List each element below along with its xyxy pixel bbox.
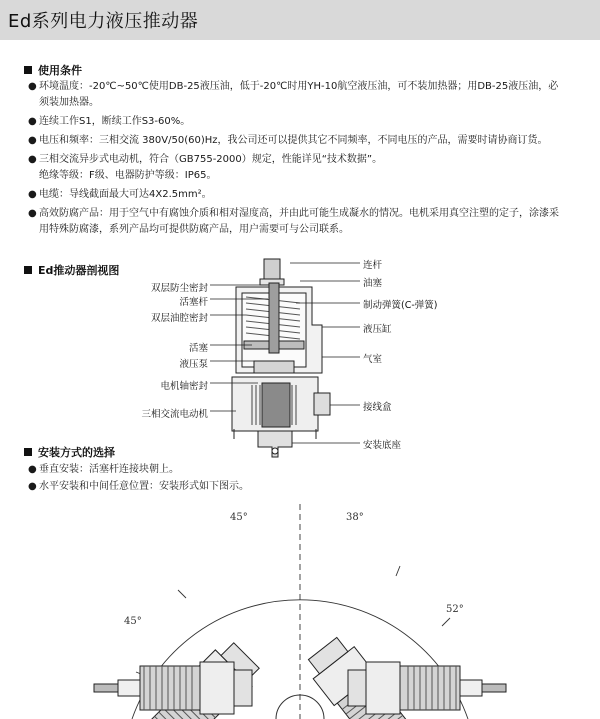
horizontal-actuator-right	[348, 662, 506, 714]
bullet-dot-icon: ●	[28, 189, 37, 200]
label-hydraulic-cylinder: 液压缸	[363, 324, 392, 335]
label-brake-spring: 制动弹簧(C-弹簧)	[363, 300, 438, 311]
usage-line: 用特殊防腐漆，系列产品均可提供防腐产品，用户需要可与公司联系。	[39, 224, 349, 235]
label-mounting-base: 安装底座	[363, 440, 402, 451]
label-three-phase-motor: 三相交流电动机	[141, 409, 208, 420]
usage-item	[28, 206, 590, 238]
bullet-dot-icon: ●	[28, 154, 37, 165]
label-piston-rod: 活塞杆	[179, 297, 208, 308]
usage-line: 须装加热器。	[39, 97, 99, 108]
usage-line: 高效防腐产品：用于空气中有腐蚀介质和相对湿度高，并由此可能生成凝水的情况。电机采用真空注塑的定子，涂漆采	[39, 208, 559, 219]
bullet-dot-icon: ●	[28, 81, 37, 92]
usage-item	[28, 114, 590, 130]
square-bullet-icon	[24, 448, 32, 456]
install-list	[28, 461, 249, 495]
bullet-dot-icon: ●	[28, 208, 37, 219]
usage-line: 环境温度：-20℃~50℃使用DB-25液压油，低于-20℃时用YH-10航空液压油，可不装加热器；用DB-25液压油，必	[39, 81, 559, 92]
label-air-chamber: 气室	[363, 354, 383, 365]
install-item	[28, 478, 249, 495]
label-hydraulic-pump: 液压泵	[179, 359, 208, 370]
page-header	[0, 0, 600, 40]
usage-item	[28, 187, 590, 203]
usage-line: 电压和频率：三相交流 380V/50(60)Hz，我公司还可以提供其它不同频率，不同电压的产品，需要时请协商订货。	[39, 135, 548, 146]
label-dust-seal: 双层防尘密封	[150, 283, 208, 294]
bullet-dot-icon: ●	[28, 481, 37, 492]
usage-list	[28, 79, 590, 241]
install-title-text: 安装方式的选择	[38, 446, 115, 459]
installation-angle-diagram	[0, 496, 600, 719]
connecting-rod	[264, 259, 280, 281]
install-item	[28, 461, 249, 478]
usage-section-title	[24, 62, 82, 78]
usage-item	[28, 152, 590, 184]
usage-line: 绝缘等级：F级、电器防护等级：IP65。	[39, 170, 217, 181]
usage-line: 电缆：导线截面最大可达4X2.5mm²。	[39, 189, 212, 200]
usage-line: 连续工作S1，断续工作S3-60%。	[39, 116, 191, 127]
angle-label-52: 52°	[446, 604, 464, 615]
usage-item	[28, 133, 590, 149]
install-item-text: 垂直安装：活塞杆连接块朝上。	[39, 464, 179, 475]
install-item-text: 水平安装和中间任意位置：安装形式如下图示。	[39, 481, 249, 492]
bullet-dot-icon: ●	[28, 464, 37, 475]
square-bullet-icon	[24, 66, 32, 74]
junction-box	[314, 393, 330, 415]
usage-title-text: 使用条件	[38, 64, 82, 77]
hydraulic-pump	[254, 361, 294, 373]
thruster-cutaway-diagram	[0, 253, 600, 463]
angle-label-45-left-top: 45°	[230, 512, 248, 523]
bullet-dot-icon: ●	[28, 116, 37, 127]
usage-line: 三相交流异步式电动机，符合（GB755-2000）规定，性能详见“技术数据”。	[39, 154, 383, 165]
angle-label-45-left: 45°	[124, 616, 142, 627]
label-piston: 活塞	[188, 343, 208, 354]
label-connecting-rod: 连杆	[363, 260, 383, 271]
page-title: Ed系列电力液压推动器	[8, 11, 199, 32]
label-motor-shaft-seal: 电机轴密封	[160, 381, 208, 392]
horizontal-actuator-left	[94, 662, 252, 714]
section-view-title-text: Ed推动器剖视图	[38, 264, 120, 277]
angle-label-38: 38°	[346, 512, 364, 523]
install-section-title	[24, 444, 115, 460]
usage-item	[28, 79, 590, 111]
bullet-dot-icon: ●	[28, 135, 37, 146]
label-oil-seal: 双层油腔密封	[150, 313, 208, 324]
label-junction-box: 接线盒	[363, 402, 392, 413]
label-oil-plug: 油塞	[363, 278, 383, 289]
